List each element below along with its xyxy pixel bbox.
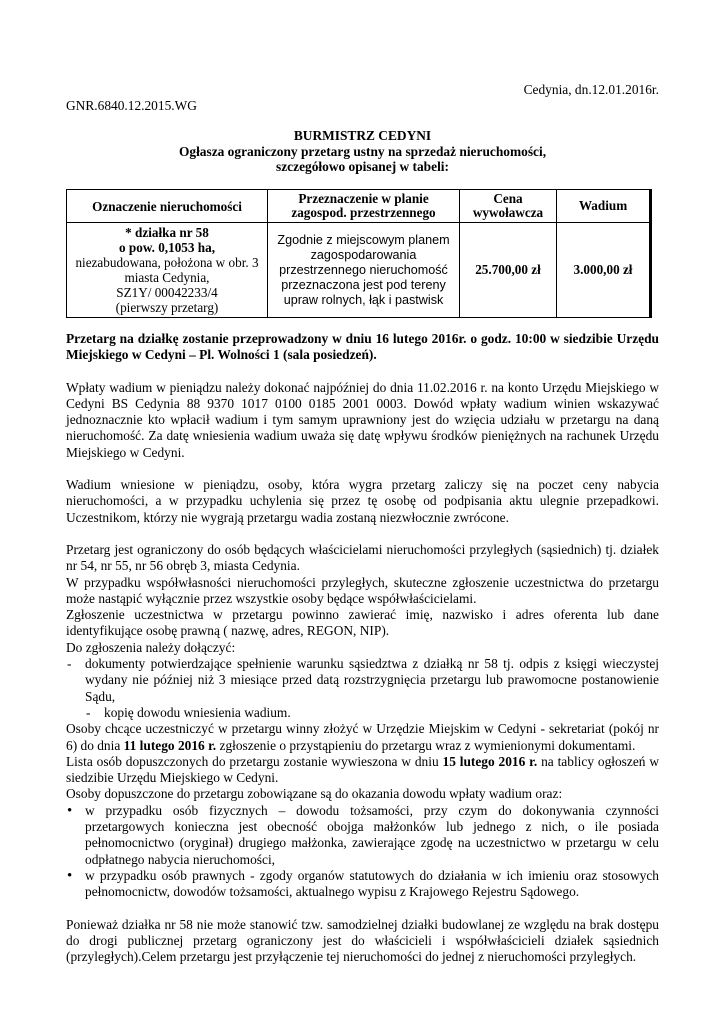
plot-land-register: SZ1Y/ 00042233/4 [116,285,218,300]
list-item: • w przypadku osób prawnych - zgody organów statutowych do działania w ich imieniu oraz stosowych pełnomocnictw, dowodów tożsamości, aktualnego wypisu z Krajowego Rejestru Sądowego. [66,868,659,901]
cell-price: 25.700,00 zł [460,223,557,318]
plot-area: o pow. 0,1053 ha, [119,240,215,255]
col-designation: Oznaczenie nieruchomości [67,190,268,223]
attachments-intro: Do zgłoszenia należy dołączyć: [66,639,236,655]
purpose-line3: przestrzennego nieruchomość [279,262,448,277]
plot-location: niezabudowana, położona w obr. 3 [75,255,259,270]
attachments-list [66,656,659,721]
participants-list-date: 15 lutego 2016 r. [442,753,538,769]
deposit-payment-paragraph: Wpłaty wadium w pieniądzu należy dokonać najpóźniej do dnia 11.02.2016 r. na konto Urzędu Miejskiego w Cedyni BS Cedynia 88 9370 1017 0100 0185 2001 0003. Dowód wpłaty wadium winien wskazywać jednoznacznie kto wpłacił wadium i tym samym uprawniony jest do wzięcia udziału w przetargu na daną nieruchomość. Za datę wniesienia wadium uważa się datę wpływu środków pieniężnych na rachunek Urzędu Miejskiego w Cedyni. [66,379,659,460]
purpose-line2: zagospodarowania [310,247,417,262]
submission-deadline: 11 lutego 2016 r. [123,737,217,753]
col-price-line2: wywoławcza [472,205,544,220]
identification-intro: Osoby dopuszczone do przetargu zobowiązane są do okazania dowodu wpłaty wadium oraz: [66,786,563,802]
col-purpose [268,190,460,223]
document-heading [0,128,725,175]
plot-number: * działka nr 58 [125,225,209,240]
reference-number: GNR.6840.12.2015.WG [66,98,197,113]
purpose-line5: upraw rolnych, łąk i pastwisk [283,292,444,307]
co-ownership-paragraph: W przypadku współwłasności nieruchomości przyległych, skuteczne zgłoszenie uczestnictwa do przetargu może nastąpić wyłącznie przez wszystkie osoby będące współwłaścicielami. [66,574,659,606]
plot-tender-round: (pierwszy przetarg) [115,300,219,315]
submission-text-end: zgłoszenie o przystąpieniu do przetargu wraz z wymienionymi dokumentami. [216,737,636,753]
purpose-line1: Zgodnie z miejscowym planem [277,232,450,247]
col-deposit: Wadium [557,190,651,223]
heading-title: Ogłasza ograniczony przetarg ustny na sprzedaż nieruchomości, [178,143,547,159]
participants-text-start: Lista osób dopuszczonych do przetargu zostanie wywieszona w dniu [66,753,443,769]
property-table [66,189,652,318]
list-item: • w przypadku osób fizycznych – dowodu tożsamości, przy czym do dokonywania czynności przetargowych konieczna jest obecność obojga małżonków lub jednego z nich, o ile posiada pełnomocnictwo (oryginał) drugiego małżonka, zawierające zgodę na uczestnictwo w przetargu w celu odpłatnego nabycia nieruchomości, [66,803,659,868]
place-date: Cedynia, dn.12.01.2016r. [523,82,659,97]
list-item: - kopię dowodu wniesienia wadium. [66,705,659,721]
col-price-line1: Cena [493,191,523,206]
restriction-paragraph: Przetarg jest ograniczony do osób będących właścicielami nieruchomości przyległych (sąsiednich) tj. działek nr 54, nr 55, nr 56 obręb 3, miasta Cedynia. [66,541,659,574]
col-purpose-line2: zagospod. przestrzennego [291,205,436,220]
col-purpose-line1: Przeznaczenie w planie [298,191,429,206]
col-price [460,190,557,223]
cell-designation [67,223,268,318]
closing-paragraph: Ponieważ działka nr 58 nie może stanowić tzw. samodzielnej działki budowlanej ze względu na brak dostępu do drogi publicznej przetarg ograniczony jest do właścicieli i współwłaścicieli działek sąsiednich (przyległych).Celem przetargu jest przyłączenie tej nieruchomości do jednej z nieruchomości przyległych. [66,916,659,965]
list-item: - dokumenty potwierdzające spełnienie warunku sąsiedztwa z działką nr 58 tj. odpis z księgi wieczystej wydany nie później niż 3 miesiące przed datą rozstrzygnięcia przetargu lub prawomocne postanowienie Sądu, [66,656,659,705]
cell-deposit: 3.000,00 zł [557,223,651,318]
submission-text-start: Osoby chcące uczestniczyć w przetargu winny złożyć w Urzędzie Miejskim w Cedyni - sekretariat (pokój nr 6) do dnia [66,721,659,753]
submission-paragraph [66,721,659,754]
participants-list-paragraph [66,754,659,787]
tender-announcement: Przetarg na działkę zostanie przeprowadzony w dniu 16 lutego 2016r. o godz. 10:00 w siedzibie Urzędu Miejskiego w Cedyni – Pl. Wolności 1 (sala posiedzeń). [66,331,659,363]
identification-list [66,803,659,901]
deposit-rules-paragraph: Wadium wniesione w pieniądzu, osoby, która wygra przetarg zaliczy się na poczet ceny nabycia nieruchomości, a w przypadku uchylenia się przez tę osobę od podpisania aktu ulegnie przepadkowi. Uczestnikom, którzy nie wygrają przetargu wadia zostaną niezwłocznie zwrócone. [66,477,659,525]
purpose-line4: przeznaczona jest pod tereny [281,277,446,292]
document-body [66,331,659,965]
application-paragraph: Zgłoszenie uczestnictwa w przetargu powinno zawierać imię, nazwisko i adres oferenta lub dane identyfikujące osobę prawną ( nazwę, adres, REGON, NIP). [66,607,659,639]
heading-authority: BURMISTRZ CEDYNI [293,128,432,143]
plot-town: miasta Cedynia, [124,270,210,285]
participants-text-end: na tablicy ogłoszeń w siedzibie Urzędu Miejskiego w Cedyni. [66,753,659,786]
cell-purpose [268,223,460,318]
table-row [67,223,651,318]
heading-subtitle: szczegółowo opisanej w tabeli: [276,159,449,174]
table-header-row [67,190,651,223]
